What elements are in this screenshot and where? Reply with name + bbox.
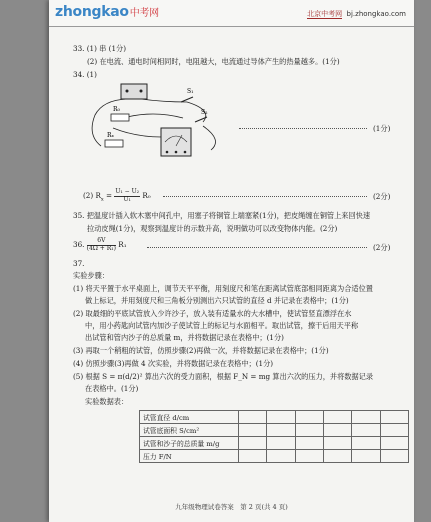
q36-dots xyxy=(147,247,367,248)
q37-step2-b: 中，用小药匙向试管内加沙子使试管上的标记与水面相平。取出试管，擦干后用天平称 xyxy=(85,321,359,330)
switch-s2-icon xyxy=(195,117,207,122)
q37-step1-a: (1) 将天平置于水平桌面上，调节天平平衡，用刻度尺和笔在距离试管底部相同距离为合适位置 xyxy=(73,284,373,293)
q34-dots-1 xyxy=(239,128,367,129)
page-header xyxy=(49,0,414,27)
site-url: bj.zhongkao.com xyxy=(346,10,406,18)
q34-dots-2 xyxy=(163,196,367,197)
q37-step1-b: 做上标记，并用刻度尺和三角板分别测出六只试管的直径 d 并记录在表格中；(1分) xyxy=(85,296,349,305)
label-r0: R₀ xyxy=(113,106,120,113)
q33-line1: 33. (1) 串 (1分) xyxy=(73,44,127,53)
q36-expr: 36. $\frac{6V}{\text{(4Ω + R₁)}}$ R₁ xyxy=(73,237,127,252)
q37-steps-title: 实验步骤： xyxy=(73,271,109,280)
q37-label: 37. xyxy=(73,259,85,268)
battery-icon xyxy=(121,84,147,99)
resistor-r0-icon xyxy=(111,114,129,121)
resistor-rx-icon xyxy=(105,140,123,147)
table-row: 压力 F/N xyxy=(140,450,409,463)
q34-score-2: (2分) xyxy=(373,192,391,201)
q33-line2: (2) 在电流、通电时间相同时，电阻越大，电流通过导体产生的热量越多。(1分) xyxy=(87,57,340,66)
site-mark: 北京中考网 xyxy=(307,10,343,18)
q34-score-1: (1分) xyxy=(373,124,391,133)
q36-score: (2分) xyxy=(373,243,391,252)
q34-part2: (2) $R_x$ = $\frac{\text{U₁ − U₂}}{\text{U₁}}$ R₀ xyxy=(83,188,151,203)
q37-step5-a: (5) 根据 S = π(d/2)² 算出六次的受力面积，根据 F_N = mg 算出六次的压力，并将数据记录 xyxy=(73,372,374,381)
switch-s1-icon xyxy=(181,97,193,102)
table-row: 试管直径 d/cm xyxy=(140,411,409,424)
q34-label: 34. (1) xyxy=(73,70,97,79)
q37-table-title: 实验数据表： xyxy=(85,397,129,406)
q35-line1: 35. 把温度计插入软木塞中间孔中，用塞子将铜管上端塞紧(1分)，把皮绳缠在铜管上来回快速 xyxy=(73,211,371,220)
page-footer: 九年级物理试卷答案 第 2 页(共 4 页) xyxy=(175,503,288,511)
label-s2: S₂ xyxy=(201,109,208,116)
q35-line2: 拉动皮绳(1分)，观察到温度计的示数升高，说明做功可以改变物体内能。(2分) xyxy=(87,224,338,233)
q37-step5-b: 在表格中。(1分) xyxy=(85,384,139,393)
site-logo: zhongkao中考网 xyxy=(55,4,159,20)
circuit-diagram xyxy=(83,80,233,160)
q36-fraction: $\frac{6V}{\text{(4Ω + R₁)}}$ xyxy=(86,237,116,252)
exam-answer-page xyxy=(49,0,414,522)
q37-step3: (3) 再取一个稍粗的试管，仿照步骤(2)再做一次，并将数据记录在表格中；(1分) xyxy=(73,346,329,355)
label-s1: S₁ xyxy=(187,88,194,95)
q34-fraction: $\frac{\text{U₁ − U₂}}{\text{U₁}}$ xyxy=(115,188,140,203)
q37-step4: (4) 仿照步骤(3)再做 4 次实验，并将数据记录在表格中；(1分) xyxy=(73,359,274,368)
q37-step2-c: 出试管和管内沙子的总质量 m，并将数据记录在表格中；(1分) xyxy=(85,333,284,342)
label-rx: Rₓ xyxy=(107,132,115,139)
site-info xyxy=(307,9,406,19)
table-row: 试管底面积 S/cm² xyxy=(140,424,409,437)
data-table xyxy=(139,410,409,463)
table-row: 试管和沙子的总质量 m/g xyxy=(140,437,409,450)
q37-step2-a: (2) 取最细的平底试管放入少许沙子，放入装有适量水的大水槽中，使试管竖直漂浮在水 xyxy=(73,309,352,318)
